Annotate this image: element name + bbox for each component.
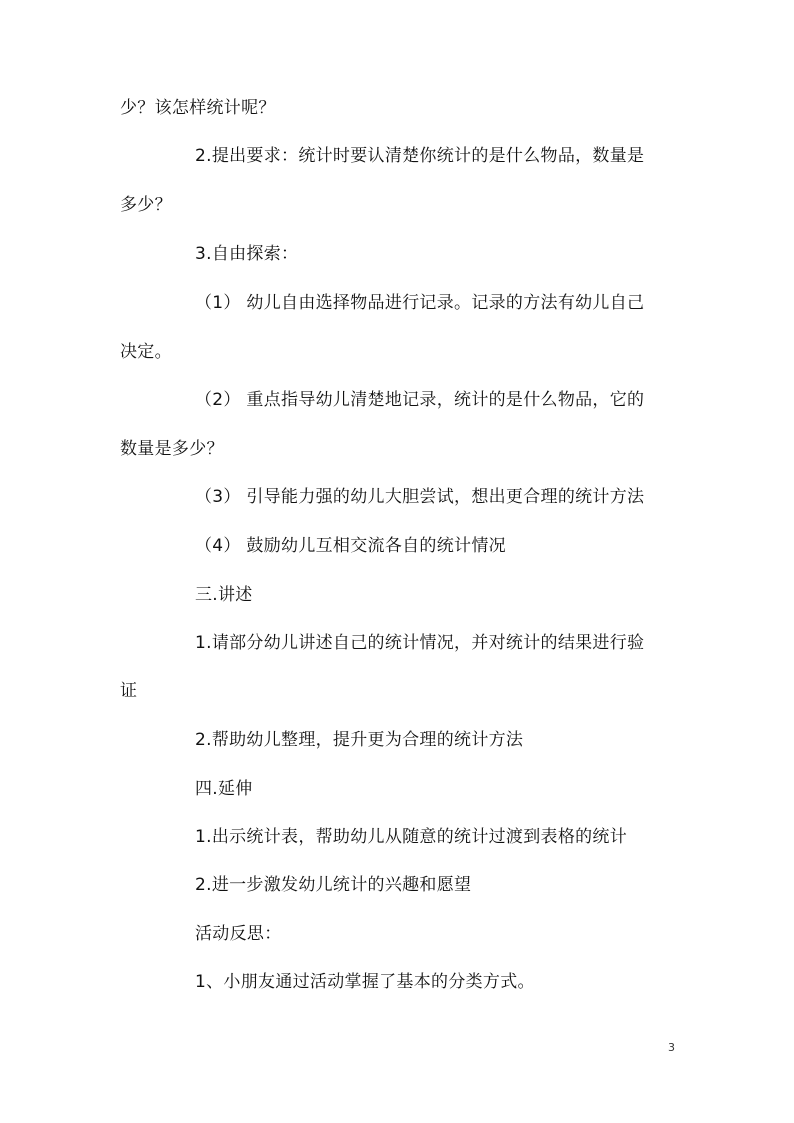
text-line-12: 1.请部分幼儿讲述自己的统计情况，并对统计的结果进行验 [195,633,645,653]
page-number: 3 [668,1041,675,1054]
text-line-9: （3） 引导能力强的幼儿大胆尝试，想出更合理的统计方法 [195,487,645,507]
text-line-2: 2.提出要求：统计时要认清楚你统计的是什么物品，数量是 [195,146,645,166]
text-line-11: 三.讲述 [195,585,253,605]
text-line-18: 活动反思： [195,924,282,944]
text-line-13: 证 [120,681,138,701]
text-line-16: 1.出示统计表，帮助幼儿从随意的统计过渡到表格的统计 [195,827,628,847]
text-line-8: 数量是多少？ [120,439,224,459]
text-line-3: 多少？ [120,195,172,215]
text-line-6: 决定。 [120,342,172,362]
text-line-19: 1、小朋友通过活动掌握了基本的分类方式。 [195,972,535,992]
text-line-17: 2.进一步激发幼儿统计的兴趣和愿望 [195,875,472,895]
text-line-4: 3.自由探索： [195,244,299,264]
text-line-5: （1） 幼儿自由选择物品进行记录。记录的方法有幼儿自己 [195,293,645,313]
text-line-1: 少？该怎样统计呢？ [120,98,276,118]
text-line-10: （4） 鼓励幼儿互相交流各自的统计情况 [195,536,506,556]
text-line-14: 2.帮助幼儿整理，提升更为合理的统计方法 [195,730,524,750]
text-line-7: （2） 重点指导幼儿清楚地记录，统计的是什么物品，它的 [195,390,645,410]
text-line-15: 四.延伸 [195,779,253,799]
